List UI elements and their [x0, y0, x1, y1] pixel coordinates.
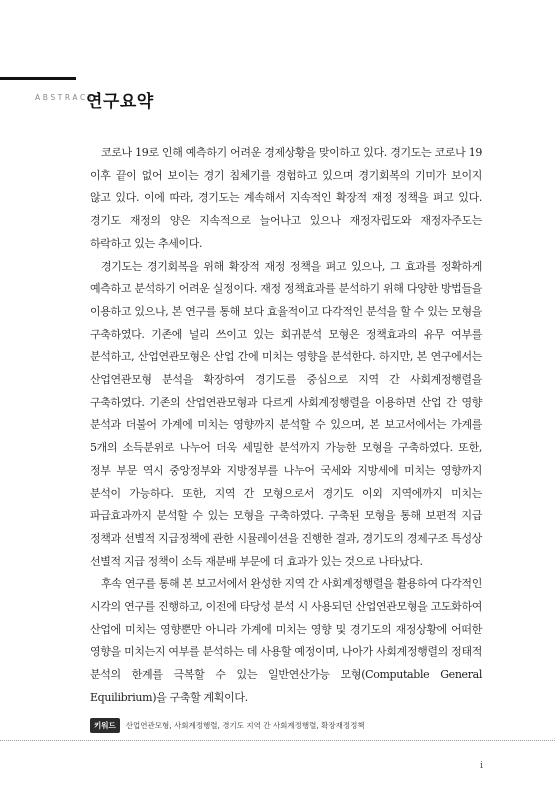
abstract-body	[90, 142, 482, 710]
keywords-row	[90, 718, 490, 733]
paragraph: 코로나 19로 인해 예측하기 어려운 경제상황을 맞이하고 있다. 경기도는 코로나 19 이후 끝이 없어 보이는 경기 침체기를 경험하고 있으며 경기회복의 기미가 보이지 않고 있다. 이에 따라, 경기도는 계속해서 지속적인 확장적 재정 정책을 펴고 있다. 경기도 재정의 양은 지속적으로 늘어나고 있으나 재정자립도와 재정자주도는 하락하고 있는 추세이다.	[90, 146, 482, 250]
page-number: i	[480, 761, 483, 771]
paragraph: 경기도는 경기회복을 위해 확장적 재정 정책을 펴고 있으나, 그 효과를 정확하게 예측하고 분석하기 어려운 실정이다. 재정 정책효과를 분석하기 위해 다양한 방법들을 이용하고 있으나, 본 연구를 통해 보다 효율적이고 다각적인 분석을 할 수 있는 모형을 구축하였다. 기존에 널리 쓰이고 있는 회귀분석 모형은 정책효과의 유무 여부를 분석하고, 산업연관모형은 산업 간에 미치는 영향을 분석한다. 하지만, 본 연구에서는 산업연관모형 분석을 확장하여 경기도를 중심으로 지역 간 사회계정행렬을 구축하였다. 기존의 산업연관모형과 다르게 사회계정행렬을 이용하면 산업 간 영향 분석과 더불어 가계에 미치는 영향까지 분석할 수 있으며, 본 보고서에서는 가계를 5개의 소득분위로 나누어 더욱 세밀한 분석까지 가능한 모형을 구축하였다. 또한, 정부 부문 역시 중앙정부와 지방정부를 나누어 국세와 지방세에 미치는 영향까지 분석이 가능하다. 또한, 지역 간 모형으로서 경기도 이외 지역에까지 미치는 파급효과까지 분석할 수 있는 모형을 구축하였다. 구축된 모형을 통해 보편적 지급 정책과 선별적 지급정책에 관한 시뮬레이션을 진행한 결과, 경기도의 경제구조 특성상 선별적 지급 정책이 소득 재분배 부문에 더 효과가 있는 것으로 나타났다.	[90, 259, 482, 568]
keywords-text: 산업연관모형, 사회계정행렬, 경기도 지역 간 사회계정행렬, 확장재정정책	[125, 721, 365, 730]
paragraph: 후속 연구를 통해 본 보고서에서 완성한 지역 간 사회계정행렬을 활용하여 다각적인 시각의 연구를 진행하고, 이전에 타당성 분석 시 사용되던 산업연관모형을 고도화하여 산업에 미치는 영향뿐만 아니라 가계에 미치는 영향 및 경기도의 재정상황에 어떠한 영향을 미치는지 여부를 분석하는 데 사용할 예정이며, 나아가 사회계정행렬의 정태적 분석의 한계를 극복할 수 있는 일반연산가능 모형(Computable General Equilibrium)을 구축할 계획이다.	[90, 577, 482, 704]
header-accent-bar	[0, 77, 76, 80]
keywords-label: 키워드	[90, 718, 120, 733]
section-tag: ABSTRACT	[35, 93, 96, 102]
page-title: 연구요약	[86, 92, 154, 112]
footer-divider	[0, 740, 555, 741]
